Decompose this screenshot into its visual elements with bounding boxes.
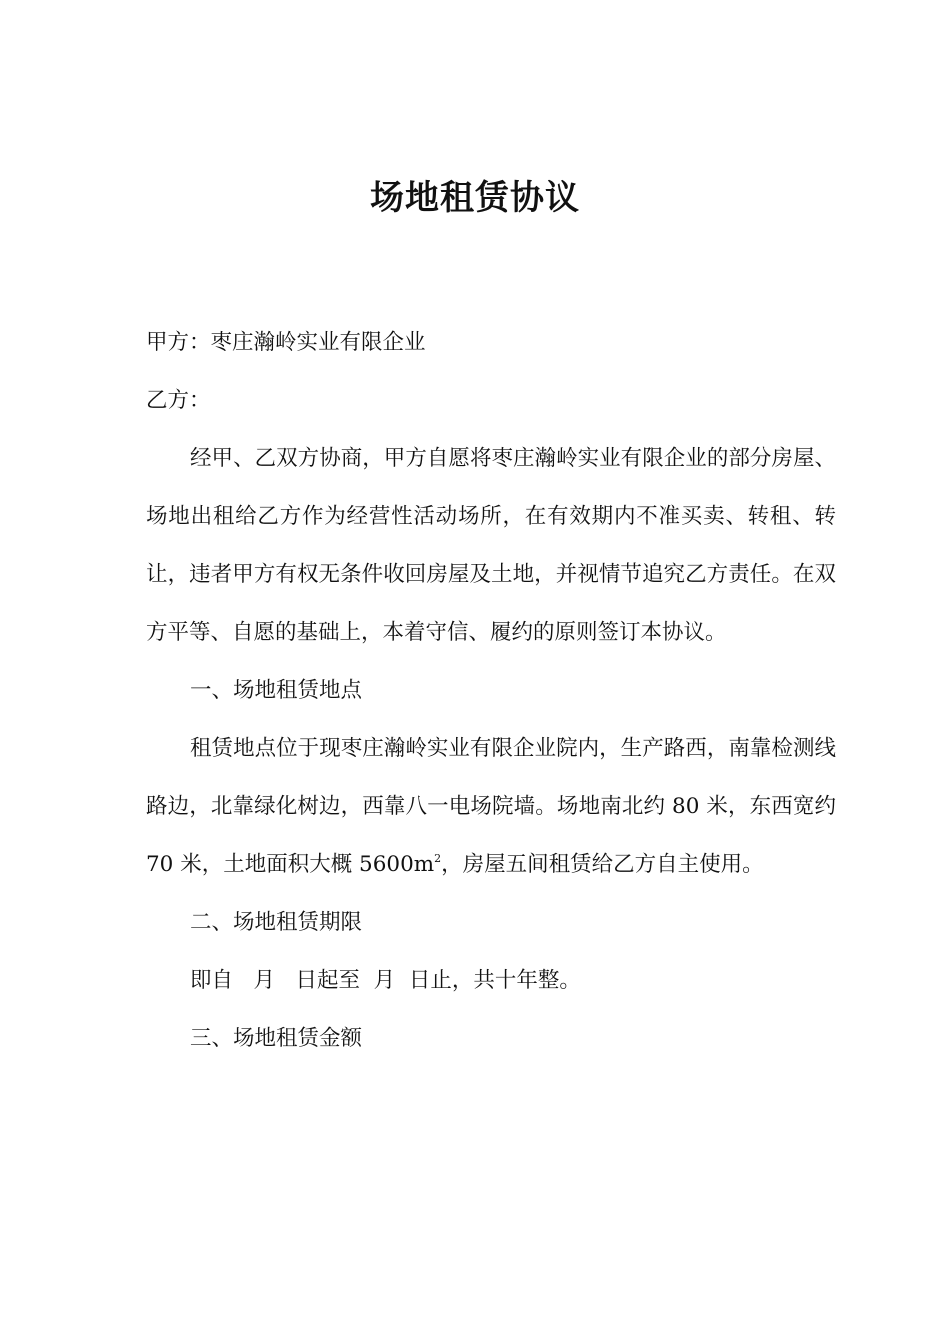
party-b-line: 乙方： xyxy=(146,388,211,413)
section-1-text-part-2: ，房屋五间租赁给乙方自主使用。 xyxy=(441,852,764,877)
intro-paragraph: 经甲、乙双方协商，甲方自愿将枣庄瀚岭实业有限企业的部分房屋、场地出租给乙方作为经营性活动场所，在有效期内不准买卖、转租、转让，违者甲方有权无条件收回房屋及土地，并视情节追究乙方责任。在双方平等、自愿的基础上，本着守信、履约的原则签订本协议。 xyxy=(146,446,836,645)
section-1-text-part-1: 租赁地点位于现枣庄瀚岭实业有限企业院内，生产路西，南靠检测线路边，北靠绿化树边，西靠八一电场院墙。场地南北约 80 米，东西宽约 70 米，土地面积大概 5600m xyxy=(146,736,836,877)
document-title: 场地租赁协议 xyxy=(370,178,580,218)
section-2-paragraph: 即自 月 日起至 月 日止，共十年整。 xyxy=(190,968,581,993)
area-unit-superscript: 2 xyxy=(434,852,442,865)
section-3-heading: 三、场地租赁金额 xyxy=(190,1026,363,1051)
section-1-paragraph xyxy=(146,720,836,894)
section-2-heading: 二、场地租赁期限 xyxy=(190,910,363,935)
document-body xyxy=(146,314,836,1068)
party-a-line: 甲方：枣庄瀚岭实业有限企业 xyxy=(146,330,426,355)
section-1-heading: 一、场地租赁地点 xyxy=(190,678,363,703)
